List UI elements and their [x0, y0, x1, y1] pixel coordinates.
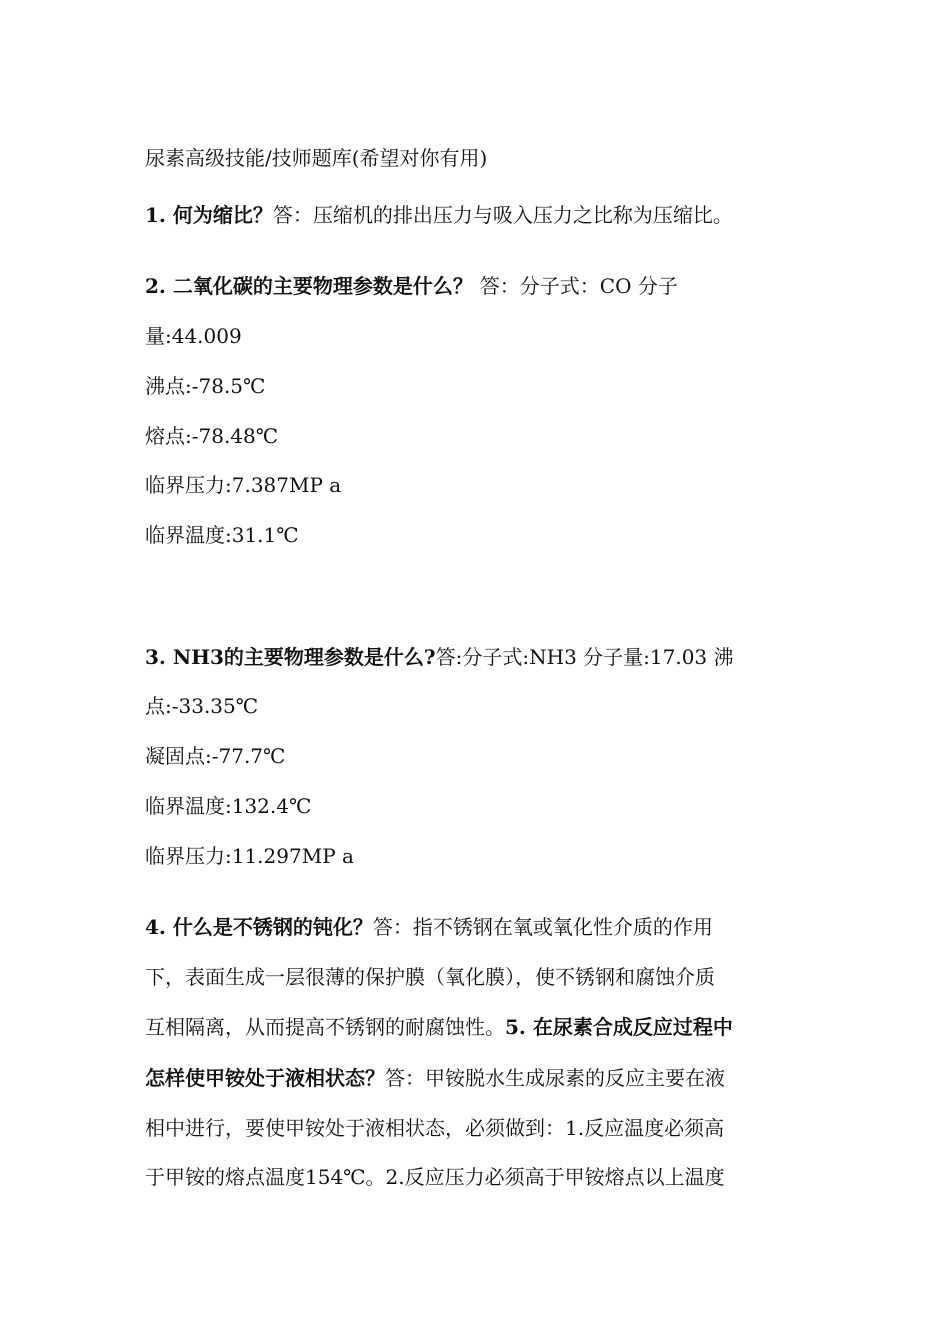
answer-4-start: 答：指不锈钢在氧或氧化性介质的作用: [372, 915, 713, 939]
question-3-text: 3. NH3的主要物理参数是什么?: [145, 645, 436, 669]
question-5-text-part1: 5. 在尿素合成反应过程中: [505, 1015, 733, 1039]
answer-2-start: 答：分子式：CO 分子: [479, 274, 678, 298]
answer-1-text: 答：压缩机的排出压力与吸入压力之比称为压缩比。: [272, 203, 733, 227]
question-4-text: 4. 什么是不锈钢的钝化？: [145, 915, 373, 939]
question-2: [145, 272, 678, 300]
answer-3-line: 临界压力:11.297MP a: [145, 844, 354, 868]
answer-2-line: 临界温度:31.1℃: [145, 523, 299, 547]
answer-3-line: 临界温度:132.4℃: [145, 794, 312, 818]
answer-3-line: 凝固点:-77.7℃: [145, 744, 286, 768]
answer-2-line: 量:44.009: [145, 324, 242, 348]
document-title: 尿素高级技能/技师题库(希望对你有用): [145, 146, 488, 170]
answer-4-line: 下，表面生成一层很薄的保护膜（氧化膜），使不锈钢和腐蚀介质: [145, 965, 715, 989]
question-2-text: 2. 二氧化碳的主要物理参数是什么？: [145, 274, 480, 298]
question-1: [145, 201, 733, 229]
answer-3-line: 点:-33.35℃: [145, 694, 259, 718]
answer-2-line: 沸点:-78.5℃: [145, 374, 266, 398]
question-3: [145, 643, 734, 671]
question-4: [145, 913, 713, 941]
answer-4-q5-line: [145, 1013, 733, 1041]
answer-2-line: 熔点:-78.48℃: [145, 424, 279, 448]
answer-5-line: 相中进行，要使甲铵处于液相状态，必须做到：1.反应温度必须高: [145, 1116, 725, 1140]
answer-5-line: 于甲铵的熔点温度154℃。2.反应压力必须高于甲铵熔点以上温度: [145, 1165, 725, 1189]
answer-2-line: 临界压力:7.387MP a: [145, 473, 342, 497]
answer-5-start: 答：甲铵脱水生成尿素的反应主要在液: [385, 1066, 725, 1090]
answer-4-end: 互相隔离，从而提高不锈钢的耐腐蚀性。: [145, 1015, 505, 1039]
question-1-text: 1. 何为缩比？: [145, 203, 273, 227]
question-5: [145, 1064, 725, 1092]
question-5-text-part2: 怎样使甲铵处于液相状态？: [145, 1066, 385, 1090]
answer-3-start: 答:分子式:NH3 分子量:17.03 沸: [435, 645, 734, 669]
